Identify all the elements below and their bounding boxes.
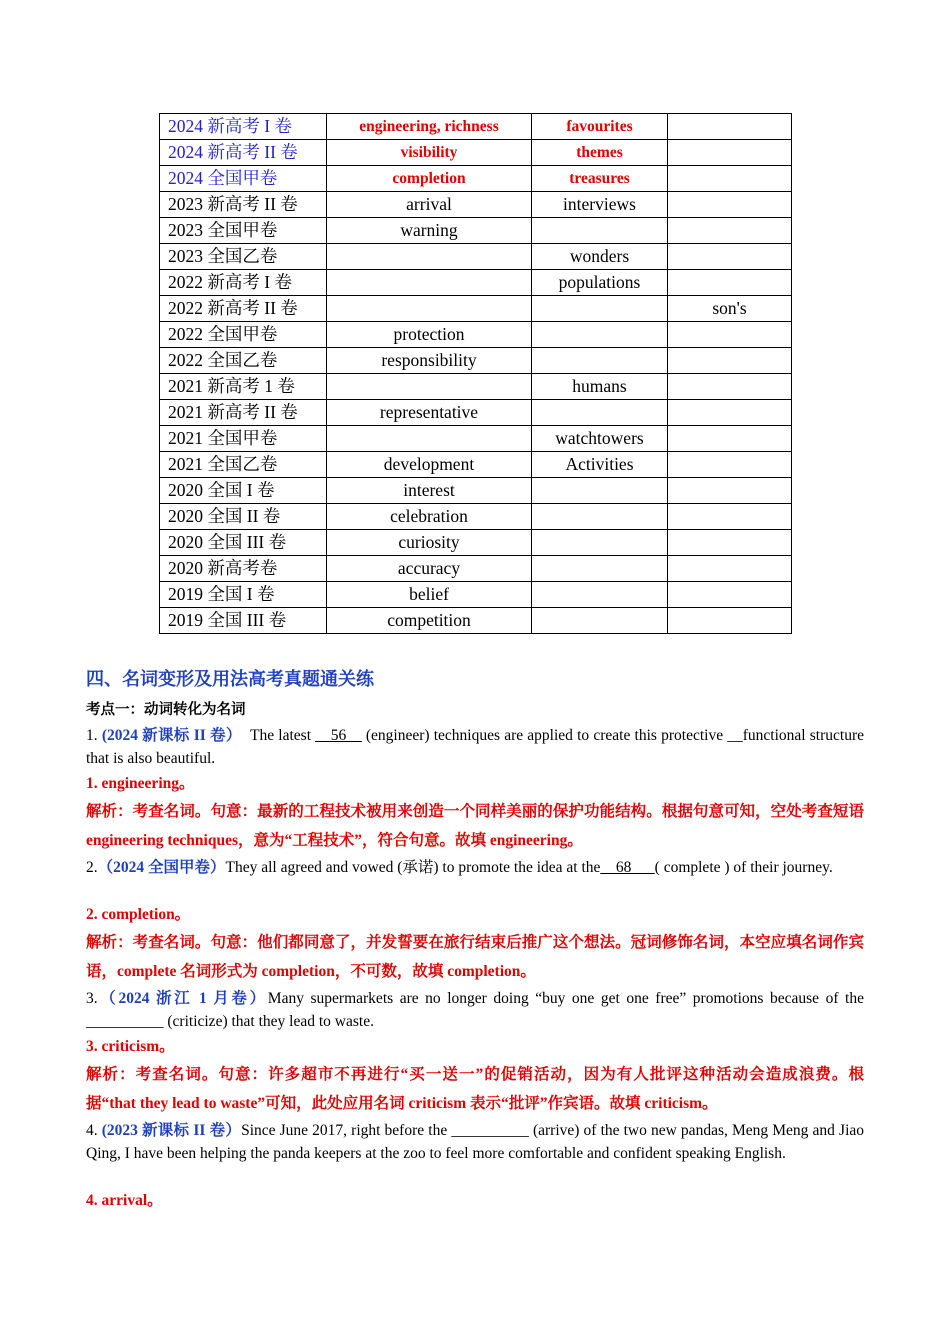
table-row <box>160 192 792 218</box>
word-cell <box>668 218 792 244</box>
exam-name-cell: 2022 新高考 II 卷 <box>160 296 327 322</box>
word-cell <box>532 478 668 504</box>
question-number: 3. <box>86 990 98 1007</box>
table-row <box>160 244 792 270</box>
word-cell: representative <box>327 400 532 426</box>
table-row <box>160 322 792 348</box>
word-cell <box>327 296 532 322</box>
analysis-3: 解析：考查名词。句意：许多超市不再进行“买一送一”的促销活动，因为有人批评这种活动会造成浪费。根据“that they lead to waste”可知，此处应用名词 criticism 表示“批评”作宾语。故填 criticism。 <box>86 1066 864 1112</box>
word-cell <box>668 452 792 478</box>
question-source: （2024 浙江 1 月卷） <box>97 990 268 1007</box>
word-cell <box>668 114 792 140</box>
answer-2: 2. completion。 <box>86 906 191 923</box>
point-title: 考点一：动词转化为名词 <box>86 702 246 718</box>
table-row <box>160 478 792 504</box>
table-row <box>160 140 792 166</box>
word-cell: watchtowers <box>532 426 668 452</box>
word-cell <box>532 400 668 426</box>
table-row <box>160 348 792 374</box>
table-row <box>160 426 792 452</box>
word-cell <box>668 374 792 400</box>
word-cell <box>532 218 668 244</box>
question-number: 4. <box>86 1122 102 1139</box>
word-cell <box>668 400 792 426</box>
table-row <box>160 556 792 582</box>
exam-name-cell: 2020 新高考卷 <box>160 556 327 582</box>
question-text: (arrive) of the two new pandas, Meng Meng and Jiao Qing, I have been helping the panda keepers at the zoo to feel more comfortable and confident speaking English. <box>86 1122 865 1162</box>
word-cell <box>668 140 792 166</box>
word-cell: interviews <box>532 192 668 218</box>
word-cell: populations <box>532 270 668 296</box>
table-row <box>160 452 792 478</box>
question-text: (engineer) techniques are applied to create this protective __functional structure that is also beautiful. <box>86 727 865 767</box>
word-cell <box>668 192 792 218</box>
answer-blank: __68___ <box>600 859 655 876</box>
table-row <box>160 530 792 556</box>
word-cell <box>327 244 532 270</box>
exam-name-cell: 2021 全国甲卷 <box>160 426 327 452</box>
word-cell <box>668 582 792 608</box>
exam-name-cell: 2023 新高考 II 卷 <box>160 192 327 218</box>
word-cell: engineering, richness <box>327 114 532 140</box>
word-cell <box>532 504 668 530</box>
analysis-1: 解析：考查名词。句意：最新的工程技术被用来创造一个同样美丽的保护功能结构。根据句意可知，空处考查短语 engineering techniques，意为“工程技术”，符合句意。故填 engineering。 <box>86 803 864 849</box>
exam-name-cell: 2024 全国甲卷 <box>160 166 327 192</box>
question-1 <box>86 724 864 770</box>
word-cell <box>668 426 792 452</box>
word-cell: treasures <box>532 166 668 192</box>
question-number: 2. <box>86 859 98 876</box>
exam-name-cell: 2024 新高考 II 卷 <box>160 140 327 166</box>
table-row <box>160 400 792 426</box>
word-cell <box>532 348 668 374</box>
word-cell <box>327 426 532 452</box>
word-cell: favourites <box>532 114 668 140</box>
word-cell <box>532 582 668 608</box>
exam-name-cell: 2023 全国乙卷 <box>160 244 327 270</box>
question-text: ( complete ) of their journey. <box>654 859 833 876</box>
word-cell: warning <box>327 218 532 244</box>
word-cell <box>532 556 668 582</box>
word-cell: protection <box>327 322 532 348</box>
word-cell: themes <box>532 140 668 166</box>
word-cell <box>532 530 668 556</box>
word-cell <box>668 478 792 504</box>
answer-blank: __________ <box>451 1122 529 1139</box>
table-row <box>160 608 792 634</box>
word-cell: humans <box>532 374 668 400</box>
word-cell <box>668 166 792 192</box>
table-row <box>160 504 792 530</box>
question-4 <box>86 1119 864 1165</box>
word-cell: responsibility <box>327 348 532 374</box>
word-cell <box>668 270 792 296</box>
word-cell: accuracy <box>327 556 532 582</box>
word-cell <box>327 270 532 296</box>
exam-name-cell: 2022 新高考 I 卷 <box>160 270 327 296</box>
word-cell: completion <box>327 166 532 192</box>
exam-name-cell: 2024 新高考 I 卷 <box>160 114 327 140</box>
exam-name-cell: 2021 新高考 II 卷 <box>160 400 327 426</box>
question-source: (2024 新课标 II 卷） <box>101 727 242 744</box>
table-row <box>160 166 792 192</box>
exam-name-cell: 2023 全国甲卷 <box>160 218 327 244</box>
exam-name-cell: 2022 全国乙卷 <box>160 348 327 374</box>
word-cell: competition <box>327 608 532 634</box>
table-row <box>160 296 792 322</box>
answer-4: 4. arrival。 <box>86 1192 163 1209</box>
word-cell <box>668 504 792 530</box>
word-cell: celebration <box>327 504 532 530</box>
word-cell <box>532 322 668 348</box>
table-row <box>160 218 792 244</box>
exam-name-cell: 2020 全国 I 卷 <box>160 478 327 504</box>
answer-1: 1. engineering。 <box>86 775 195 792</box>
exam-name-cell: 2020 全国 III 卷 <box>160 530 327 556</box>
question-source: (2023 新课标 II 卷） <box>101 1122 242 1139</box>
question-3 <box>86 987 864 1033</box>
word-cell: visibility <box>327 140 532 166</box>
exam-name-cell: 2019 全国 III 卷 <box>160 608 327 634</box>
exam-name-cell: 2021 全国乙卷 <box>160 452 327 478</box>
table-row <box>160 270 792 296</box>
question-text: The latest <box>241 727 316 744</box>
table-row <box>160 114 792 140</box>
word-cell: arrival <box>327 192 532 218</box>
word-cell: development <box>327 452 532 478</box>
word-cell <box>532 608 668 634</box>
section-title: 四、名词变形及用法高考真题通关练 <box>86 669 374 690</box>
word-cell <box>668 348 792 374</box>
word-cell: Activities <box>532 452 668 478</box>
exam-name-cell: 2021 新高考 1 卷 <box>160 374 327 400</box>
word-cell: belief <box>327 582 532 608</box>
answer-blank: __56__ <box>315 727 362 744</box>
table-row <box>160 374 792 400</box>
word-cell <box>668 608 792 634</box>
table-row <box>160 582 792 608</box>
exam-name-cell: 2019 全国 I 卷 <box>160 582 327 608</box>
word-cell <box>668 530 792 556</box>
exam-answer-table <box>159 113 792 634</box>
question-2 <box>86 856 864 879</box>
word-cell <box>668 556 792 582</box>
exam-name-cell: 2020 全国 II 卷 <box>160 504 327 530</box>
word-cell: wonders <box>532 244 668 270</box>
question-text: Many supermarkets are no longer doing “buy one get one free” promotions because of the <box>267 990 864 1007</box>
word-cell: curiosity <box>327 530 532 556</box>
word-cell <box>668 322 792 348</box>
analysis-2: 解析：考查名词。句意：他们都同意了，并发誓要在旅行结束后推广这个想法。冠词修饰名词，本空应填名词作宾语，complete 名词形式为 completion，不可数，故填 completion。 <box>86 934 864 980</box>
question-text: Since June 2017, right before the <box>241 1122 452 1139</box>
word-cell <box>668 244 792 270</box>
question-text: They all agreed and vowed (承诺) to promote the idea at the <box>225 859 601 876</box>
word-cell <box>532 296 668 322</box>
word-cell: interest <box>327 478 532 504</box>
question-text: (criticize) that they lead to waste. <box>163 1013 374 1030</box>
question-number: 1. <box>86 727 102 744</box>
answer-blank: __________ <box>86 1013 164 1030</box>
word-cell <box>327 374 532 400</box>
answer-3: 3. criticism。 <box>86 1038 175 1055</box>
question-source: （2024 全国甲卷） <box>97 859 226 876</box>
exam-name-cell: 2022 全国甲卷 <box>160 322 327 348</box>
word-cell: son's <box>668 296 792 322</box>
